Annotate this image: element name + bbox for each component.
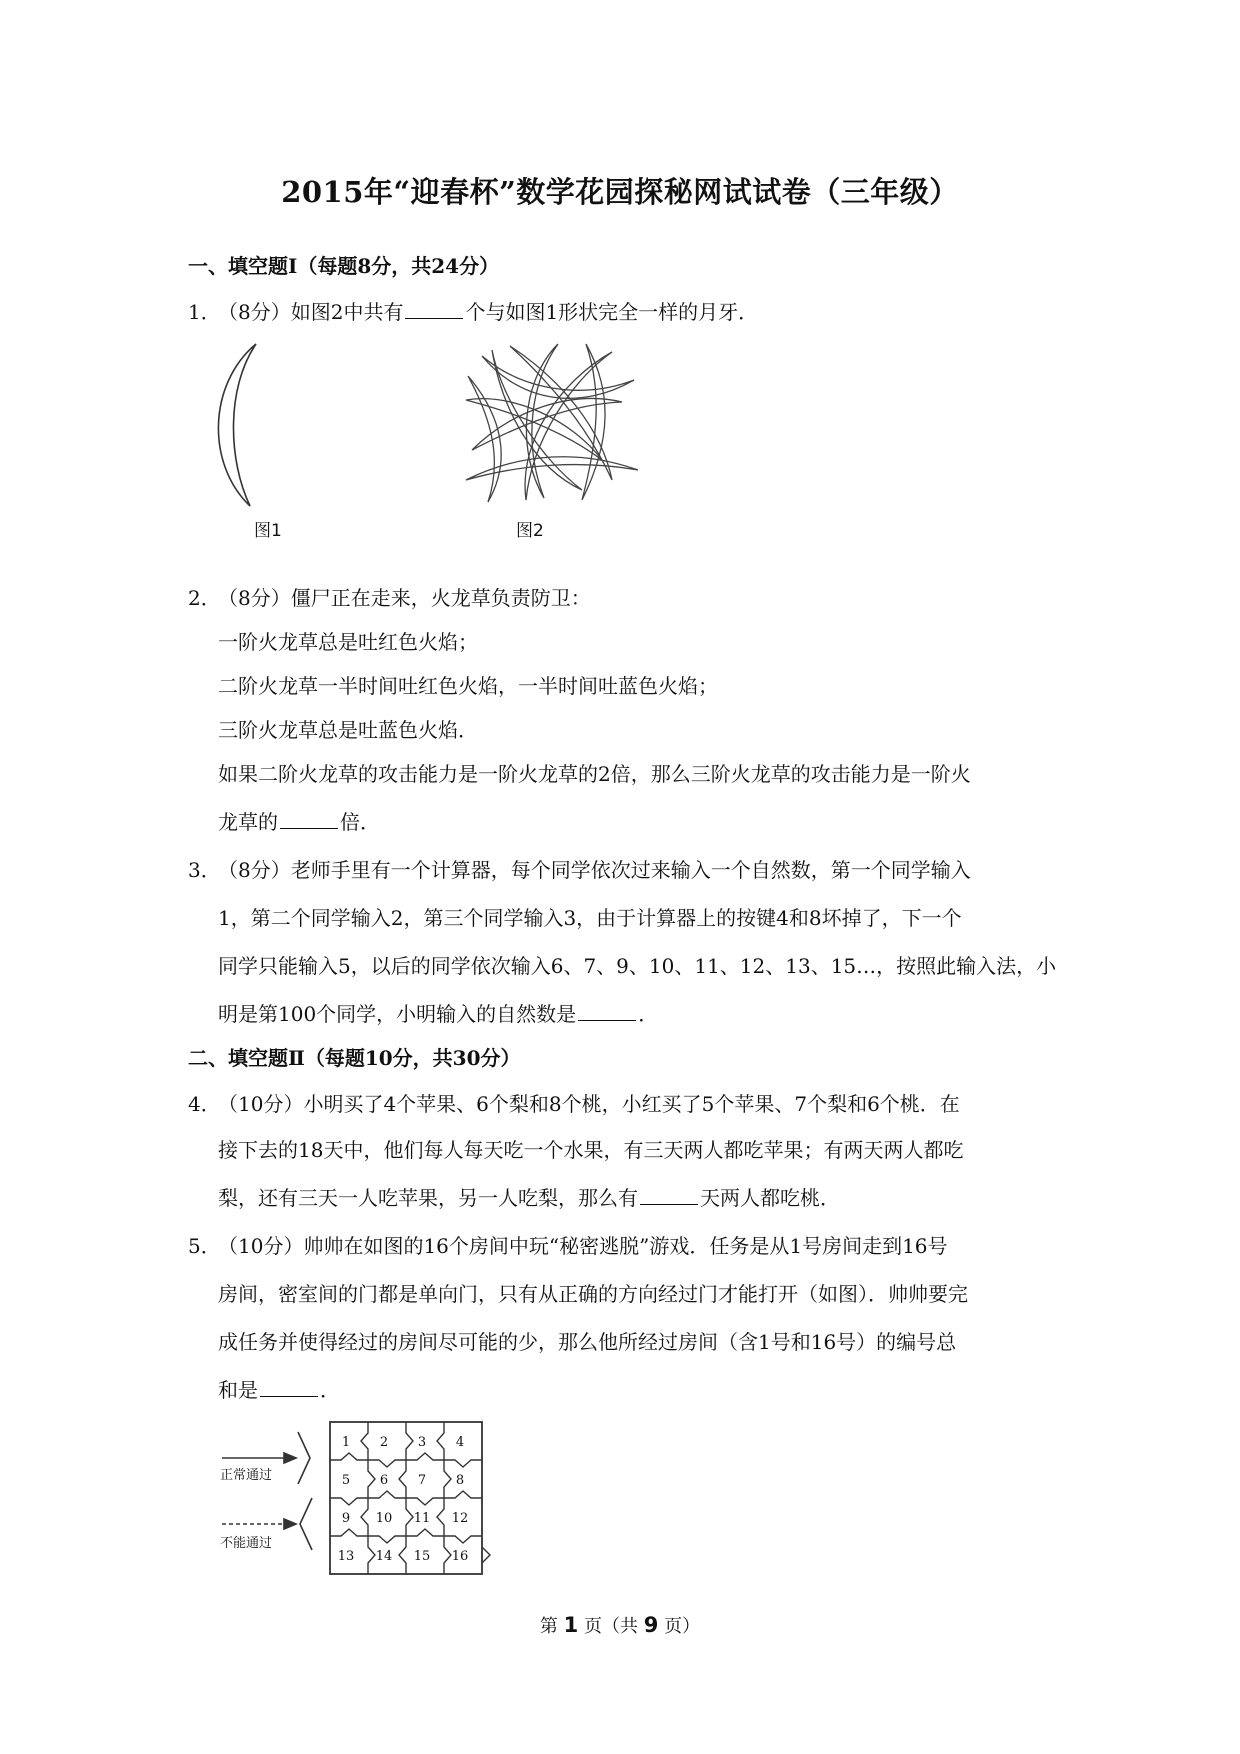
room-wall-vertical	[444, 1460, 451, 1498]
room-wall-vertical	[399, 1536, 406, 1574]
figure-1-crescent	[200, 340, 320, 520]
room-wall-vertical	[399, 1460, 406, 1498]
room-wall-vertical	[368, 1536, 375, 1574]
legend-block-label: 不能通过	[220, 1536, 273, 1551]
room-wall-vertical	[368, 1460, 375, 1498]
figure-2-caption: 图2	[516, 521, 544, 541]
question-number-5: 5．	[188, 1234, 221, 1258]
footer-middle: 页（共	[584, 1616, 638, 1637]
question-3-line-3: 同学只能输入5，以后的同学依次输入6、7、9、10、11、12、13、15…，按照此输入法，小	[218, 954, 1057, 978]
room-number: 3	[417, 1435, 427, 1450]
legend-pass-label: 正常通过	[220, 1468, 273, 1483]
room-wall-vertical	[406, 1498, 413, 1536]
q3-answer-blank[interactable]	[578, 1019, 636, 1021]
q5-answer-blank[interactable]	[260, 1395, 318, 1397]
q4-text-a: 梨，还有三天一人吃苹果，另一人吃梨，那么有	[218, 1186, 638, 1210]
room-wall-horizontal	[330, 1453, 368, 1460]
q2-text-a: 龙草的	[218, 810, 278, 834]
q5-text-a: 和是	[218, 1378, 258, 1402]
room-wall-vertical	[361, 1498, 368, 1536]
question-3-line-1: （8分）老师手里有一个计算器，每个同学依次过来输入一个自然数，第一个同学输入	[218, 858, 971, 882]
room-number: 10	[375, 1511, 393, 1526]
question-number-4: 4．	[188, 1092, 221, 1116]
figure-2-crescents	[462, 340, 642, 510]
question-2-line-5: 如果二阶火龙草的攻击能力是一阶火龙草的2倍，那么三阶火龙草的攻击能力是一阶火	[218, 762, 971, 786]
section-heading-2: 二、填空题Ⅱ（每题10分，共30分）	[188, 1046, 521, 1070]
q2-text-b: 倍．	[340, 810, 380, 834]
room-number: 4	[455, 1435, 465, 1450]
room-wall-horizontal	[368, 1460, 406, 1467]
q4-answer-blank[interactable]	[640, 1203, 698, 1205]
room-wall-horizontal	[330, 1498, 368, 1505]
question-number-3: 3．	[188, 858, 221, 882]
room-wall-horizontal	[406, 1453, 444, 1460]
figure-1-caption: 图1	[254, 521, 282, 541]
question-number-1: 1．	[188, 300, 221, 324]
room-number: 5	[341, 1473, 351, 1488]
exit-door	[482, 1547, 490, 1563]
q5-text-b: ．	[320, 1378, 340, 1402]
room-number: 16	[451, 1549, 469, 1564]
room-number: 2	[379, 1435, 389, 1450]
page-title: 2015年“迎春杯”数学花园探秘网试试卷（三年级）	[281, 175, 959, 209]
question-5-line-2: 房间，密室间的门都是单向门，只有从正确的方向经过门才能打开（如图）．帅帅要完	[218, 1282, 968, 1306]
room-wall-vertical	[406, 1422, 413, 1460]
room-number: 7	[417, 1473, 427, 1488]
question-4-line-2: 接下去的18天中，他们每人每天吃一个水果，有三天两人都吃苹果；有两天两人都吃	[218, 1138, 964, 1162]
room-wall-horizontal	[330, 1529, 368, 1536]
room-wall-vertical	[361, 1422, 368, 1460]
footer-total-pages: 9	[643, 1613, 659, 1637]
q1-text-b: 个与如图1形状完全一样的月牙．	[465, 300, 759, 324]
q3-text-b: ．	[638, 1002, 659, 1026]
page-footer	[0, 1612, 1240, 1638]
question-2-line-1: （8分）僵尸正在走来，火龙草负责防卫：	[218, 586, 591, 610]
question-2-line-4: 三阶火龙草总是吐蓝色火焰．	[218, 718, 478, 742]
question-2-line-2: 一阶火龙草总是吐红色火焰；	[218, 630, 478, 654]
room-wall-vertical	[437, 1498, 444, 1536]
section-heading-1: 一、填空题Ⅰ（每题8分，共24分）	[188, 254, 500, 278]
room-number: 12	[451, 1511, 469, 1526]
question-2-line-6	[218, 806, 380, 835]
question-2-line-3: 二阶火龙草一半时间吐红色火焰，一半时间吐蓝色火焰；	[218, 674, 718, 698]
room-number: 6	[379, 1473, 389, 1488]
room-wall-horizontal	[444, 1536, 482, 1543]
room-number: 15	[413, 1549, 431, 1564]
question-5-line-3: 成任务并使得经过的房间尽可能的少，那么他所经过房间（含1号和16号）的编号总	[218, 1330, 957, 1354]
q4-text-b: 天两人都吃桃．	[700, 1186, 840, 1210]
room-wall-horizontal	[368, 1536, 406, 1543]
room-number: 11	[413, 1511, 431, 1526]
room-number: 8	[455, 1473, 465, 1488]
room-number: 14	[375, 1549, 393, 1564]
question-5-line-4	[218, 1374, 340, 1403]
room-wall-horizontal	[406, 1529, 444, 1536]
q1-answer-blank[interactable]	[405, 317, 463, 319]
question-number-2: 2．	[188, 586, 221, 610]
question-5-line-1: （10分）帅帅在如图的16个房间中玩“秘密逃脱”游戏．任务是从1号房间走到16号	[218, 1234, 948, 1258]
room-grid-diagram	[326, 1418, 496, 1578]
room-wall-horizontal	[444, 1460, 482, 1467]
room-wall-horizontal	[444, 1491, 482, 1498]
question-4-line-1: （10分）小明买了4个苹果、6个梨和8个桃，小红买了5个苹果、7个梨和6个桃．在	[218, 1092, 960, 1116]
room-number: 1	[341, 1435, 351, 1450]
question-4-line-3	[218, 1182, 840, 1211]
room-wall-vertical	[444, 1536, 451, 1574]
footer-page-number: 1	[563, 1613, 579, 1637]
footer-prefix: 第	[539, 1616, 558, 1637]
q2-answer-blank[interactable]	[280, 827, 338, 829]
q1-text-a: （8分）如图2中共有	[218, 300, 404, 324]
room-wall-vertical	[437, 1422, 444, 1460]
room-number: 9	[341, 1511, 351, 1526]
room-wall-horizontal	[368, 1491, 406, 1498]
q3-text-a: 明是第100个同学，小明输入的自然数是	[218, 1002, 577, 1026]
question-3-line-2: 1，第二个同学输入2，第三个同学输入3，由于计算器上的按键4和8坏掉了，下一个	[218, 906, 962, 930]
question-1-text	[218, 296, 758, 325]
question-3-line-4	[218, 998, 658, 1027]
room-wall-horizontal	[406, 1498, 444, 1505]
footer-suffix: 页）	[664, 1616, 701, 1637]
room-number: 13	[337, 1549, 355, 1564]
